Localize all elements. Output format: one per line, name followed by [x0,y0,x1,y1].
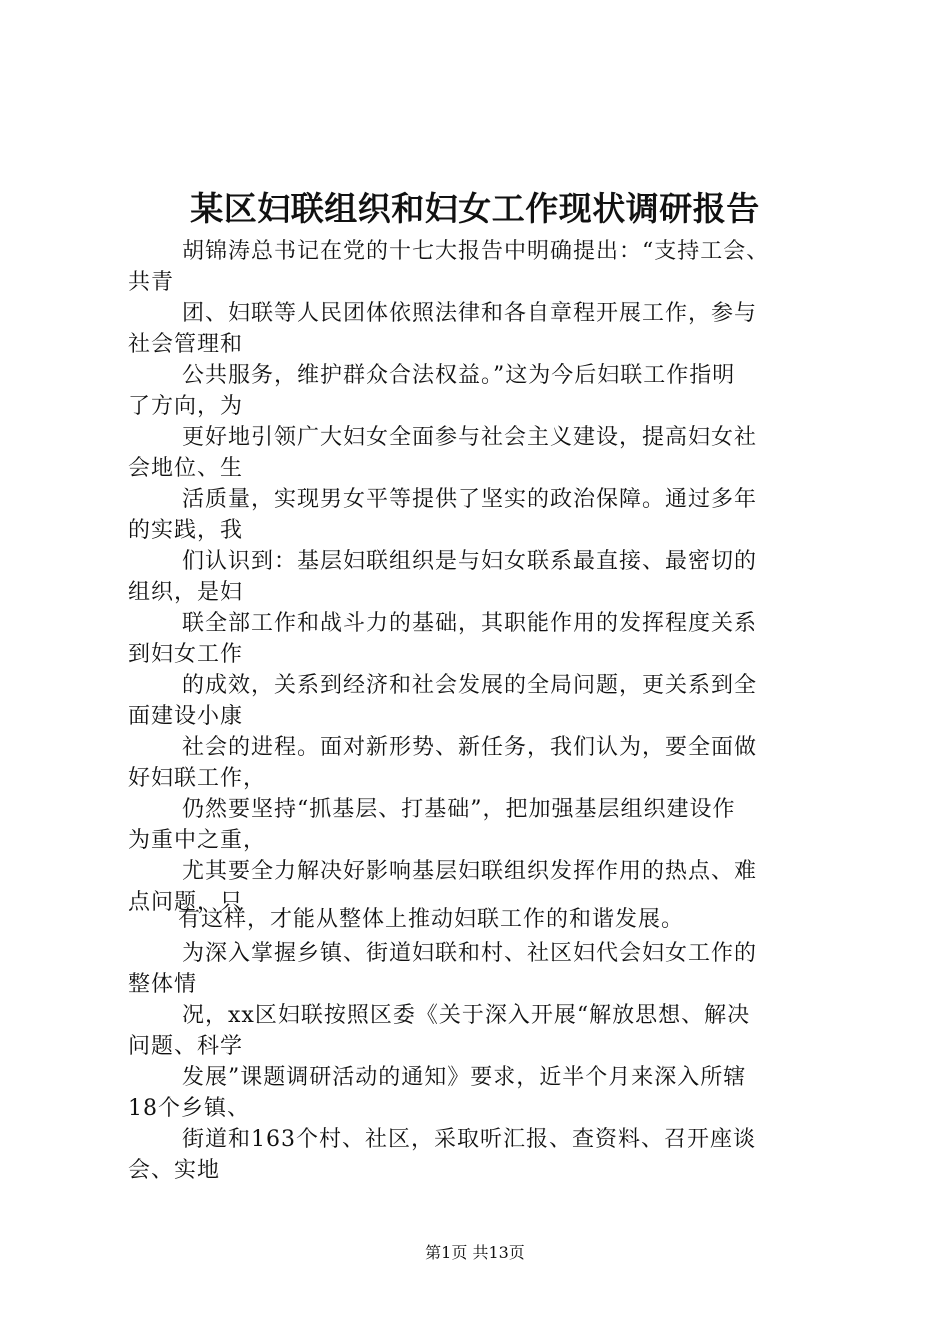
body-line: 会、实地 [128,1158,221,1183]
body-line: 的实践，我 [128,518,244,543]
body-line: 的成效，关系到经济和社会发展的全局问题，更关系到全 [182,673,758,698]
body-line: 社会管理和 [128,332,244,357]
body-line: 们认识到：基层妇联组织是与妇女联系最直接、最密切的 [182,549,758,574]
body-line: 了方向，为 [128,394,244,419]
body-line: 公共服务，维护群众合法权益。”这为今后妇联工作指明 [182,363,736,388]
body-line: 有这样，才能从整体上推动妇联工作的和谐发展。 [178,907,685,932]
body-line: 共青 [128,270,175,295]
body-line: 联全部工作和战斗力的基础，其职能作用的发挥程度关系 [182,611,758,636]
body-line: 活质量，实现男女平等提供了坚实的政治保障。通过多年 [182,487,758,512]
body-line: 好妇联工作， [128,766,267,791]
body-line: 为深入掌握乡镇、街道妇联和村、社区妇代会妇女工作的 [182,941,758,966]
body-line: 到妇女工作 [128,642,244,667]
body-line: 街道和163个村、社区，采取听汇报、查资料、召开座谈 [182,1127,756,1152]
document-title: 某区妇联组织和妇女工作现状调研报告 [190,189,760,228]
body-line: 问题、科学 [128,1034,244,1059]
body-line: 点问题，只 [128,890,244,915]
body-line: 更好地引领广大妇女全面参与社会主义建设，提高妇女社 [182,425,758,450]
body-line: 发展”课题调研活动的通知》要求，近半个月来深入所辖 [182,1065,747,1090]
page-indicator: 第1页 共13页 [425,1243,525,1262]
body-line: 为重中之重， [128,828,267,853]
body-line: 胡锦涛总书记在党的十七大报告中明确提出：“支持工会、 [182,239,770,264]
body-line: 社会的进程。面对新形势、新任务，我们认为，要全面做 [182,735,758,760]
body-line: 组织，是妇 [128,580,244,605]
body-line: 况，xx区妇联按照区委《关于深入开展“解放思想、解决 [182,1003,751,1028]
body-line: 整体情 [128,972,198,997]
body-line: 尤其要全力解决好影响基层妇联组织发挥作用的热点、难 [182,859,758,884]
body-line: 仍然要坚持“抓基层、打基础”，把加强基层组织建设作 [182,797,736,822]
body-line: 18个乡镇、 [128,1096,250,1121]
body-line: 会地位、生 [128,456,244,481]
body-line: 面建设小康 [128,704,244,729]
body-line: 团、妇联等人民团体依照法律和各自章程开展工作，参与 [182,301,758,326]
